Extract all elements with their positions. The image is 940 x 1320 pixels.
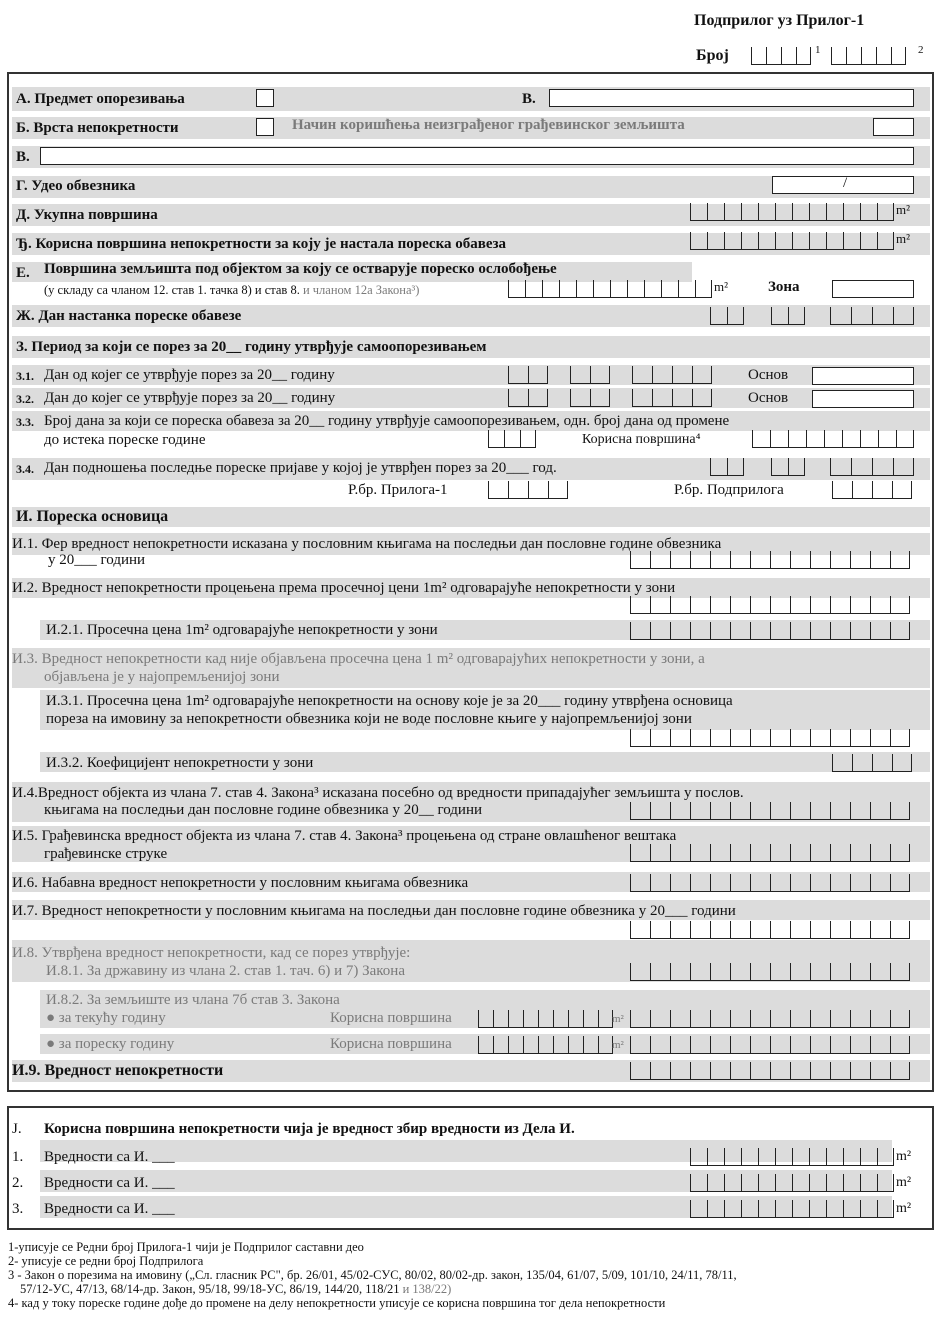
korisna-povrsina-label: Корисна површина — [330, 1036, 452, 1052]
e-label: Е. — [16, 265, 30, 281]
i82-label: И.8.2. За земљиште из члана 7б став 3. Закона — [46, 992, 340, 1008]
i4-field[interactable] — [630, 802, 910, 820]
predmet-checkbox[interactable] — [256, 89, 274, 107]
broj-dana-label: Број дана за који се пореска обавеза за 20__ годину утврђује самоопорезивањем, одн. број дана од промене — [44, 413, 730, 429]
i6-field[interactable] — [630, 874, 910, 892]
osnov-label: Основ — [748, 367, 789, 383]
v2-field[interactable] — [40, 147, 914, 165]
i81-label: И.8.1. За државину из члана 2. став 1. тач. 6) и 7) Закона — [46, 963, 405, 979]
oslobodjenje-note: (у складу са чланом 12. став 1. тачка 8) и став 8. и чланом 12а Закона³) — [44, 283, 420, 297]
v2-label: В. — [16, 149, 30, 165]
i8-label: И.8. Утврђена вредност непокретности, кад се порез утврђује: — [12, 945, 411, 961]
dan-podnosenja-year[interactable] — [830, 458, 914, 476]
korisna-povrsina4-label: Корисна површина⁴ — [582, 432, 701, 447]
dan-nastanka-label: Ж. Дан настанка пореске обавезе — [16, 308, 242, 324]
poreska-osnovica-heading: И. Пореска основица — [16, 508, 169, 525]
v-top-label: В. — [522, 91, 536, 107]
dan-nastanka-year[interactable] — [830, 307, 914, 325]
row-number: 3.3. — [16, 415, 34, 429]
i3-label: И.3. Вредност непокретности кад није објављена просечна цена 1 m² одговарајућих непокретности у зони, а — [12, 651, 705, 667]
dan-do-day[interactable] — [508, 389, 548, 407]
m2-unit: m² — [896, 202, 911, 217]
broj-label: Број — [696, 47, 729, 64]
section-j-title: Корисна површина непокретности чија је вредност збир вредности из Дела И. — [44, 1121, 575, 1137]
dan-do-year[interactable] — [632, 389, 712, 407]
dan-do-month[interactable] — [570, 389, 610, 407]
i5-label-2: грађевинске струке — [44, 846, 168, 862]
korisna-povrsina-label: Корисна површина — [330, 1010, 452, 1026]
vrsta-label: Б. Врста непокретности — [16, 120, 179, 136]
i2-label: И.2. Вредност непокретности процењена према просечној цени 1m² одговарајуће непокретности у зони — [12, 580, 676, 596]
dan-od-month[interactable] — [570, 366, 610, 384]
dan-podnosenja-day[interactable] — [710, 458, 744, 476]
nacin-label: Начин коришћења неизграђеног грађевинског земљишта — [292, 117, 685, 133]
i4-label-2: књигама на последњи дан пословне године обвезника у 20__ години — [44, 802, 483, 818]
i1-field[interactable] — [630, 551, 910, 569]
rbr-podprilog-label: Р.бр. Подприлога — [674, 482, 784, 498]
dan-od-year[interactable] — [632, 366, 712, 384]
i81-field[interactable] — [630, 963, 910, 981]
i5-label: И.5. Грађевинска вредност објекта из члана 7. став 4. Закона³ процењена од стране овлашћеног вештака — [12, 828, 677, 844]
footnote-ref-1: 1 — [815, 44, 821, 56]
j-row-label: Вредности са И. ___ — [44, 1175, 175, 1191]
osnov-do-field[interactable] — [812, 390, 914, 408]
dan-do-label: Дан до којег се утврђује порез за 20__ годину — [44, 390, 336, 406]
j-row-3-field[interactable] — [690, 1200, 894, 1218]
zona-field[interactable] — [832, 280, 914, 298]
i82-tekuca-label: ● за текућу годину — [46, 1010, 166, 1026]
footnote-2: 2- уписује се редни број Подприлога — [8, 1254, 204, 1268]
i4-label: И.4.Вредност објекта из члана 7. став 4. Закона³ исказана посебно од вредности припадајућег земљишта у послов. — [12, 785, 744, 801]
i82-poreska-field[interactable] — [630, 1036, 910, 1054]
nacin-field[interactable] — [873, 118, 914, 136]
dan-nastanka-month[interactable] — [771, 307, 805, 325]
j-row-label: Вредности са И. ___ — [44, 1201, 175, 1217]
i6-label: И.6. Набавна вредност непокретности у пословним књигама обвезника — [12, 875, 469, 891]
zona-label: Зона — [768, 279, 800, 295]
form-title: Подприлог уз Прилог-1 — [694, 12, 865, 29]
dan-podnosenja-month[interactable] — [771, 458, 805, 476]
i31-field[interactable] — [630, 729, 910, 747]
udeo-label: Г. Удео обвезника — [16, 178, 136, 194]
oslobodjenje-field[interactable] — [508, 280, 712, 298]
i1-label-2: у 20___ години — [48, 552, 146, 568]
m2-unit: m² — [612, 1013, 624, 1025]
dan-od-label: Дан од којег се утврђује порез за 20__ годину — [44, 367, 335, 383]
rbr-prilog-field[interactable] — [488, 481, 568, 499]
i31-label-2: пореза на имовину за непокретности обвезника који не воде пословне књиге у најопремљенијој зони — [46, 711, 692, 727]
osnov-label: Основ — [748, 390, 789, 406]
j-row-label: Вредности са И. ___ — [44, 1149, 175, 1165]
udeo-slash: / — [843, 175, 848, 191]
broj-prilog-field[interactable] — [751, 47, 811, 65]
i1-label: И.1. Фер вредност непокретности исказана у пословним књигама на последњи дан пословне године обвезника — [12, 536, 722, 552]
i82-tekuca-povrsina-field[interactable] — [478, 1010, 613, 1028]
ukupna-povrsina-label: Д. Укупна површина — [16, 207, 158, 223]
footnote-3-cont: 57/12-УС, 47/13, 68/14-др. Закон, 95/18, 99/18-УС, 86/19, 144/20, 118/21 и 138/22) — [20, 1282, 452, 1296]
section-j-label: Ј. — [12, 1121, 22, 1137]
i2-field[interactable] — [630, 596, 910, 614]
korisna-povrsina-label: Ђ. Корисна површина непокретности за коју је настала пореска обавеза — [16, 236, 507, 252]
period-label: З. Период за који се порез за 20__ годину утврђује самоопорезивањем — [16, 339, 487, 355]
predmet-label: А. Предмет опорезивања — [16, 91, 185, 107]
footnote-1: 1-уписује се Редни број Прилога-1 чији је Подприлог саставни део — [8, 1240, 364, 1254]
i21-field[interactable] — [630, 622, 910, 640]
broj-dana-field[interactable] — [488, 430, 536, 448]
i5-field[interactable] — [630, 844, 910, 862]
v-top-field[interactable] — [549, 89, 914, 107]
footnote-3: 3 - Закон о порезима на имовину („Сл. гласник РС", бр. 26/01, 45/02-СУС, 80/02, 80/02-др. закон, 135/04, 61/07, 5/09, 101/10, 24/11, 78/11, — [8, 1268, 737, 1282]
m2-unit: m² — [896, 1149, 912, 1164]
row-number: 3.1. — [16, 369, 34, 383]
i7-label: И.7. Вредност непокретности у пословним књигама на последњи дан пословне године обвезника у 20___ години — [12, 903, 736, 919]
i7-field[interactable] — [630, 921, 910, 939]
j-row-number: 3. — [12, 1201, 24, 1217]
oslobodjenje-label: Површина земљишта под објектом за коју се остварује пореско ослобођење — [44, 261, 557, 277]
korisna-povrsina4-field[interactable] — [752, 430, 914, 448]
row-number: 3.2. — [16, 392, 34, 406]
j-row-1-field[interactable] — [690, 1148, 894, 1166]
m2-unit: m² — [896, 1201, 912, 1216]
m2-unit: m² — [612, 1039, 624, 1051]
j-row-number: 1. — [12, 1149, 24, 1165]
i82-poreska-label: ● за пореску годину — [46, 1036, 175, 1052]
i3-label-2: објављена је у најопремљенијој зони — [44, 669, 280, 685]
footnote-4: 4- кад у току пореске године дође до промене на делу непокретности уписује се корисна површина тог дела непокретности — [8, 1296, 666, 1310]
row-number: 3.4. — [16, 462, 34, 476]
i32-label: И.3.2. Коефицијент непокретности у зони — [46, 755, 314, 771]
osnov-od-field[interactable] — [812, 367, 914, 385]
broj-podprilog-field[interactable] — [831, 47, 906, 65]
broj-dana-label-2: до истека пореске године — [44, 432, 206, 448]
korisna-povrsina-field[interactable] — [690, 232, 894, 250]
vrsta-checkbox[interactable] — [256, 118, 274, 136]
ukupna-povrsina-field[interactable] — [690, 203, 894, 221]
i32-field[interactable] — [832, 754, 912, 772]
rbr-prilog-label: Р.бр. Прилога-1 — [348, 482, 448, 498]
rbr-podprilog-field[interactable] — [832, 481, 912, 499]
dan-podnosenja-label: Дан подношења последње пореске пријаве у којој је утврђен порез за 20___ год. — [44, 460, 557, 476]
m2-unit: m² — [714, 279, 729, 294]
j-row-2-field[interactable] — [690, 1174, 894, 1192]
vrednost-nepokretnosti-label: И.9. Вредност непокретности — [12, 1062, 224, 1079]
m2-unit: m² — [896, 1175, 912, 1190]
i21-label: И.2.1. Просечна цена 1m² одговарајуће непокретности у зони — [46, 622, 438, 638]
i82-poreska-povrsina-field[interactable] — [478, 1036, 613, 1054]
dan-nastanka-day[interactable] — [710, 307, 744, 325]
j-row-number: 2. — [12, 1175, 24, 1191]
i9-field[interactable] — [630, 1062, 910, 1080]
m2-unit: m² — [896, 231, 911, 246]
i31-label: И.3.1. Просечна цена 1m² одговарајуће непокретности на основу које је за 20___ годину утврђена основица — [46, 693, 733, 709]
i82-tekuca-field[interactable] — [630, 1010, 910, 1028]
footnote-ref-2: 2 — [918, 44, 924, 56]
dan-od-day[interactable] — [508, 366, 548, 384]
